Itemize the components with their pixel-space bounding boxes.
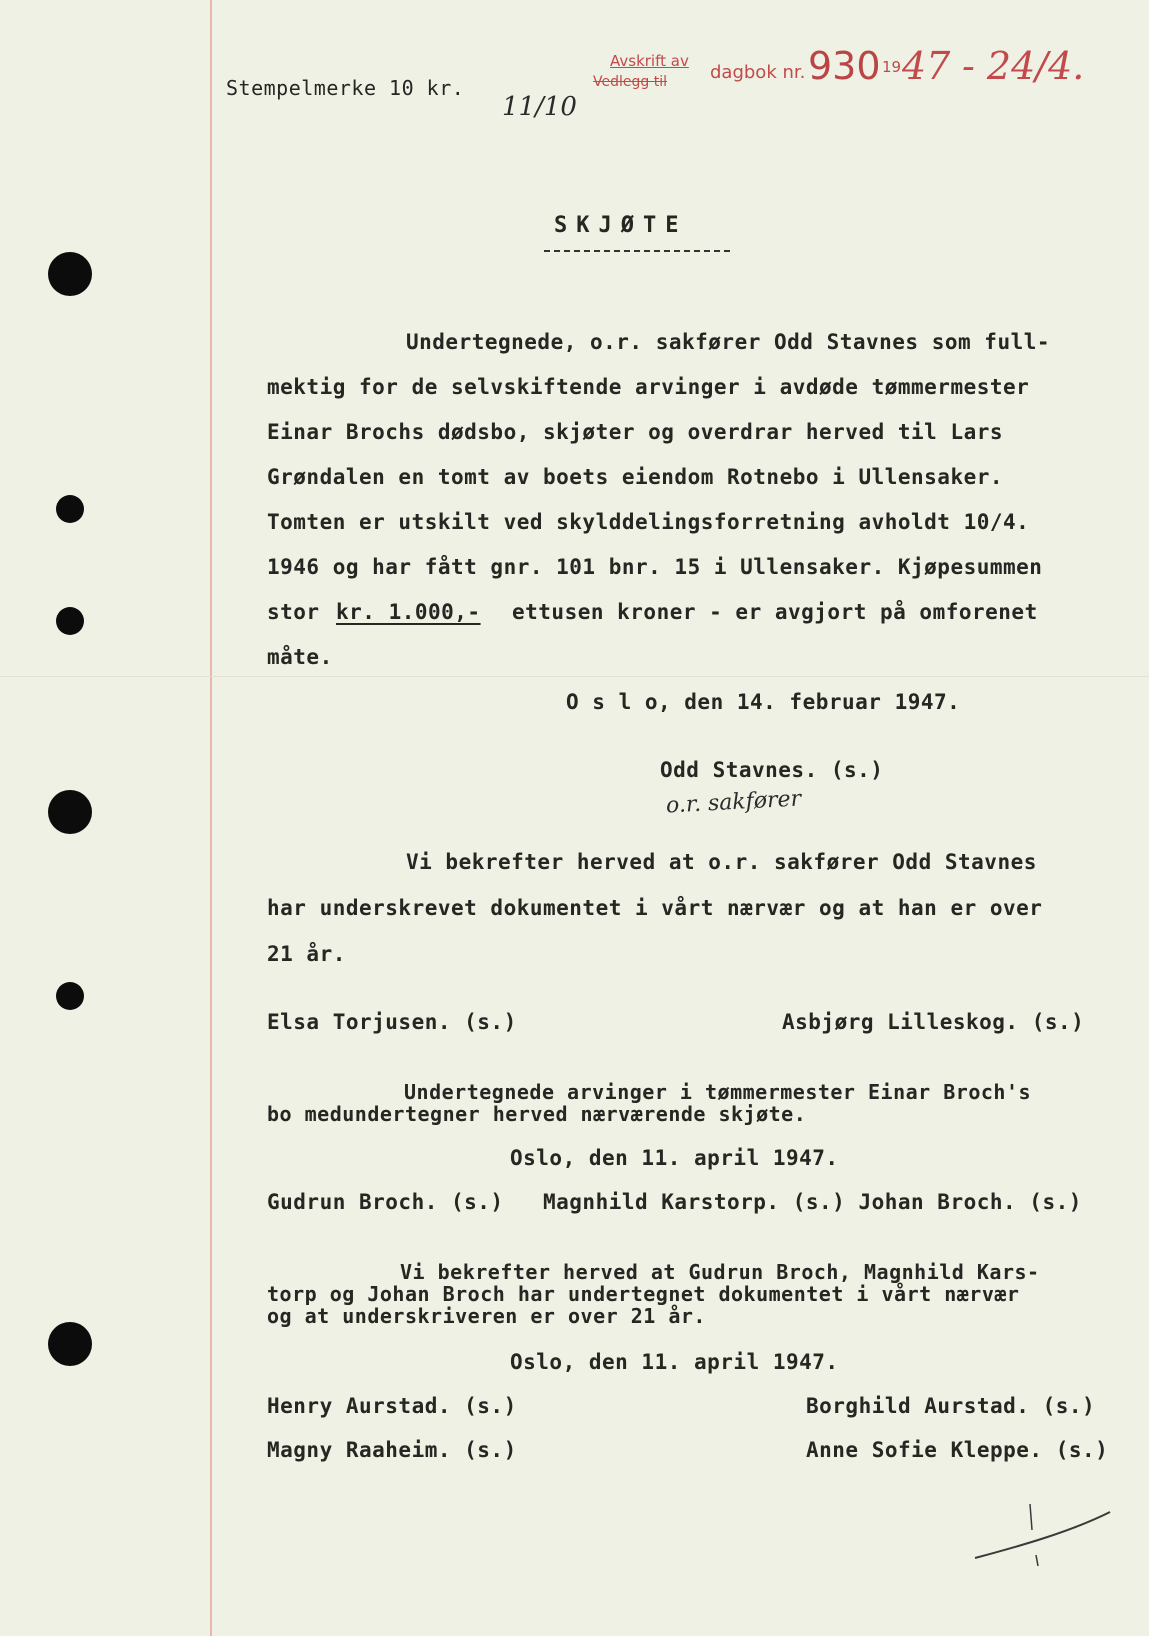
witness-line: Vi bekrefter herved at o.r. sakfører Odd Stavnes [406,850,1037,874]
binder-hole [48,1322,92,1366]
witness2-line: torp og Johan Broch har undertegnet dokumentet i vårt nærvær [267,1282,1020,1306]
heirs-line: Undertegnede arvinger i tømmermester Einar Broch's [404,1080,1032,1104]
handwritten-year: 47 [902,44,951,88]
deed-line: Einar Brochs dødsbo, skjøter og overdrar herved til Lars [267,420,1004,444]
witness-left-signer: Elsa Torjusen. (s.) [267,1010,517,1034]
deed-line: Grøndalen en tomt av boets eiendom Rotnebo i Ullensaker. [267,465,1004,489]
stamp-text: Stempelmerke 10 kr. [226,76,465,100]
binder-hole [56,607,84,635]
heirs-place-date: Oslo, den 11. april 1947. [510,1146,839,1170]
witness2-signer-left: Henry Aurstad. (s.) [267,1394,517,1418]
handwritten-date: - 24/4. [962,44,1085,88]
red-stamp-line2: Vedlegg til [593,74,667,90]
binder-hole [48,252,92,296]
heirs-line: bo medundertegner herved nærværende skjøte. [267,1102,807,1126]
binder-hole [48,790,92,834]
witness2-line: Vi bekrefter herved at Gudrun Broch, Magnhild Kars- [400,1260,1040,1284]
margin-line [210,0,212,1636]
red-stamp-line1: Avskrift av [610,52,689,70]
deed-line: Tomten er utskilt ved skylddelingsforretning avholdt 10/4. [267,510,1030,534]
margin-note: 11/10 [502,92,577,122]
deed-place-date: O s l o, den 14. februar 1947. [566,690,961,714]
witness-line: har underskrevet dokumentet i vårt nærvær og at han er over [267,896,1043,920]
heirs-signers: Gudrun Broch. (s.) Magnhild Karstorp. (s.) Johan Broch. (s.) [267,1190,1082,1214]
dagbok-number: 930 [808,44,881,88]
binder-hole [56,982,84,1010]
deed-line: måte. [267,645,333,669]
witness2-signer-right: Borghild Aurstad. (s.) [806,1394,1096,1418]
price-prefix: stor [267,600,320,624]
witness2-signer-right: Anne Sofie Kleppe. (s.) [806,1438,1109,1462]
fold-line [0,676,1149,677]
title-underline [544,250,730,252]
red-stamp-year-prefix: 19 [882,58,902,76]
page-title: SKJØTE [554,213,688,238]
witness-line: 21 år. [267,942,346,966]
deed-line: Undertegnede, o.r. sakfører Odd Stavnes som full- [406,330,1051,354]
red-stamp-label: dagbok nr. [710,62,806,83]
deed-signer: Odd Stavnes. (s.) [660,758,884,782]
witness2-signer-left: Magny Raaheim. (s.) [267,1438,517,1462]
witness2-place-date: Oslo, den 11. april 1947. [510,1350,839,1374]
deed-line: 1946 og har fått gnr. 101 bnr. 15 i Ullensaker. Kjøpesummen [267,555,1043,579]
binder-hole [56,495,84,523]
price-amount: kr. 1.000,- [336,600,481,624]
signer-title-handwritten: o.r. sakfører [665,786,802,819]
deed-line: mektig for de selvskiftende arvinger i avdøde tømmermester [267,375,1030,399]
witness2-line: og at underskriveren er over 21 år. [267,1304,706,1328]
price-suffix: ettusen kroner - er avgjort på omforenet [512,600,1038,624]
witness-right-signer: Asbjørg Lilleskog. (s.) [782,1010,1085,1034]
pen-stroke [970,1500,1120,1570]
